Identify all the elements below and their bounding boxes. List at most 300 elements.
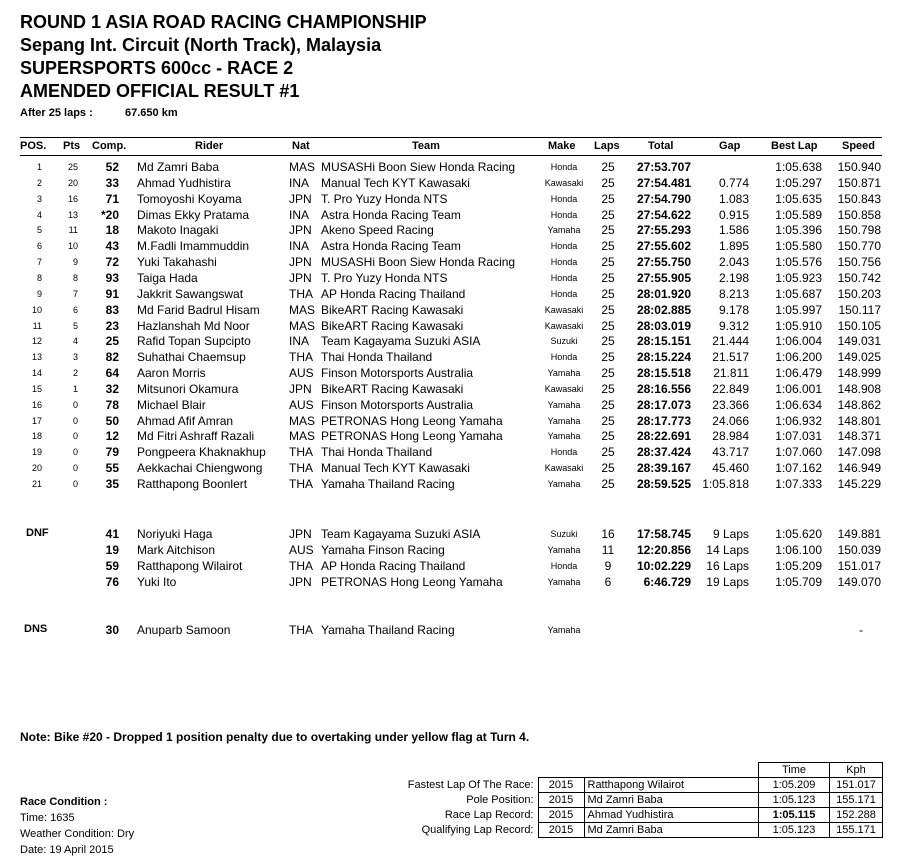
result-rider: Md Zamri Baba: [137, 160, 220, 174]
race-condition-date: Date: 19 April 2015: [20, 844, 114, 856]
header-rule-bottom: [20, 155, 882, 156]
records-row: [388, 778, 883, 793]
result-speed: 148.862: [837, 397, 881, 412]
records-header-row: [388, 763, 883, 778]
record-year: 2015: [538, 808, 584, 823]
dnf-total-time: 12:20.856: [636, 542, 691, 557]
record-rider: Ahmad Yudhistira: [584, 808, 759, 823]
result-gap: 21.517: [712, 350, 749, 365]
result-gap: 0.774: [718, 175, 749, 190]
dnf-laps: 9: [604, 558, 612, 573]
result-nation: JPN: [289, 223, 312, 238]
records-row: [388, 793, 883, 808]
result-number: 23: [105, 318, 119, 333]
dns-rider: Anuparb Samoon: [137, 623, 231, 637]
header-rule-top: [20, 137, 882, 138]
result-laps: 25: [601, 381, 615, 396]
result-best-lap: 1:05.396: [775, 223, 822, 238]
race-title: SUPERSPORTS 600cc - RACE 2: [20, 58, 294, 78]
result-points: 20: [67, 177, 78, 188]
result-position: 18: [31, 431, 42, 442]
dnf-rider: Noriyuki Haga: [137, 527, 213, 541]
result-best-lap: 1:05.910: [775, 318, 822, 333]
result-nation: THA: [289, 350, 313, 365]
dnf-row: [0, 558, 900, 574]
result-team: Team Kagayama Suzuki ASIA: [321, 334, 481, 349]
result-position: 20: [31, 463, 42, 474]
dnf-gap: 16 Laps: [706, 558, 749, 573]
result-make: Yamaha: [547, 225, 581, 236]
records-time-header: Time: [759, 763, 830, 778]
result-best-lap: 1:05.576: [775, 255, 822, 270]
dnf-team: PETRONAS Hong Leong Yamaha: [321, 574, 503, 589]
result-make: Honda: [550, 162, 578, 172]
result-gap: 28.984: [712, 429, 749, 444]
result-nation: JPN: [289, 270, 312, 285]
result-nation: THA: [289, 286, 313, 301]
record-label: Fastest Lap Of The Race:: [407, 779, 534, 791]
result-nation: MAS: [289, 413, 316, 428]
table-row: [0, 207, 900, 223]
result-number: 32: [105, 381, 119, 396]
result-make: Kawasaki: [544, 383, 584, 394]
result-speed: 145.229: [837, 477, 881, 491]
result-laps: 25: [601, 255, 615, 270]
result-best-lap: 1:07.162: [775, 461, 822, 476]
result-total-time: 28:15.224: [636, 350, 691, 365]
record-year: 2015: [538, 823, 584, 838]
result-team: PETRONAS Hong Leong Yamaha: [321, 429, 503, 444]
dnf-laps: 11: [601, 542, 615, 557]
result-team: Finson Motorsports Australia: [321, 397, 474, 412]
result-team: Akeno Speed Racing: [321, 223, 434, 238]
result-position: 5: [36, 225, 42, 236]
result-gap: 23.366: [712, 397, 749, 412]
result-best-lap: 1:05.580: [775, 239, 822, 254]
dnf-number: 76: [105, 574, 119, 589]
table-row: [0, 381, 900, 397]
result-laps: 25: [601, 350, 615, 365]
result-nation: JPN: [289, 255, 312, 270]
result-position: 21: [31, 479, 42, 489]
dnf-total-time: 6:46.729: [643, 574, 691, 589]
result-points: 6: [72, 304, 78, 315]
result-rider: Aaron Morris: [137, 366, 206, 381]
result-rider: Yuki Takahashi: [137, 255, 217, 270]
table-row: [0, 428, 900, 444]
result-nation: MAS: [289, 302, 316, 317]
result-total-time: 28:22.691: [636, 429, 691, 444]
dnf-label: DNF: [26, 527, 49, 539]
result-speed: 150.858: [837, 207, 881, 222]
result-laps: 25: [601, 191, 615, 206]
record-label: Qualifying Lap Record:: [421, 824, 534, 836]
dnf-speed: 150.039: [837, 542, 881, 557]
result-rider: Rafid Topan Supcipto: [137, 334, 251, 349]
result-rider: Aekkachai Chiengwong: [137, 461, 263, 476]
dnf-best-lap: 1:05.620: [775, 527, 822, 541]
result-rider: Md Fitri Ashraff Razali: [137, 429, 255, 444]
table-row: [0, 397, 900, 413]
col-rider: Rider: [195, 140, 224, 152]
race-condition-weather: Weather Condition: Dry: [20, 828, 135, 840]
result-points: 16: [67, 193, 78, 204]
result-team: T. Pro Yuzy Honda NTS: [321, 270, 448, 285]
dnf-number: 19: [105, 542, 119, 557]
dnf-best-lap: 1:05.209: [775, 558, 822, 573]
result-gap: 9.178: [718, 302, 749, 317]
result-make: Honda: [550, 257, 578, 268]
result-points: 2: [72, 368, 78, 379]
result-gap: 21.811: [713, 366, 749, 381]
result-points: 11: [68, 225, 78, 236]
result-points: 0: [72, 463, 78, 474]
result-laps: 25: [601, 302, 615, 317]
result-position: 11: [32, 320, 42, 331]
result-laps: 25: [601, 429, 615, 444]
result-team: BikeART Racing Kawasaki: [321, 302, 464, 317]
result-laps: 25: [601, 223, 615, 238]
dns-row: [0, 622, 900, 638]
result-speed: 149.025: [837, 350, 881, 365]
result-total-time: 27:55.602: [636, 239, 691, 254]
result-points: 13: [67, 209, 78, 220]
result-team: PETRONAS Hong Leong Yamaha: [321, 413, 503, 428]
result-make: Honda: [550, 272, 578, 283]
result-number: 82: [105, 350, 119, 365]
result-number: 43: [105, 239, 119, 254]
result-nation: INA: [289, 334, 310, 349]
result-speed: 150.742: [837, 270, 881, 285]
result-best-lap: 1:05.589: [775, 207, 822, 222]
record-kph: 152.288: [830, 808, 883, 823]
race-condition-time: Time: 1635: [20, 812, 75, 824]
result-nation: JPN: [289, 191, 312, 206]
result-total-time: 28:39.167: [636, 461, 691, 476]
result-best-lap: 1:06.479: [775, 366, 822, 381]
result-nation: THA: [289, 477, 313, 491]
result-laps: 25: [601, 239, 615, 254]
result-speed: 150.940: [837, 160, 881, 174]
result-make: Yamaha: [547, 368, 581, 379]
table-row: [0, 318, 900, 334]
result-best-lap: 1:07.060: [775, 445, 822, 460]
dns-make: Yamaha: [547, 625, 581, 635]
result-total-time: 28:01.920: [636, 286, 691, 301]
result-laps: 25: [601, 160, 615, 174]
table-row: [0, 238, 900, 254]
result-speed: 150.843: [837, 191, 881, 206]
result-laps: 25: [601, 413, 615, 428]
result-laps: 25: [601, 366, 615, 381]
dnf-rider: Mark Aitchison: [137, 542, 216, 557]
result-speed: 150.117: [838, 302, 881, 317]
result-rider: Ahmad Afif Amran: [137, 413, 234, 428]
result-best-lap: 1:06.200: [775, 350, 822, 365]
result-speed: 148.908: [837, 381, 881, 396]
record-label: Pole Position:: [466, 794, 534, 806]
result-position: 13: [31, 352, 42, 363]
record-time: 1:05.115: [759, 808, 830, 823]
dnf-row: [0, 574, 900, 590]
result-rider: Taiga Hada: [137, 270, 198, 285]
result-gap: 1.586: [718, 223, 749, 238]
dnf-nation: THA: [289, 558, 313, 573]
result-total-time: 28:15.151: [636, 334, 691, 349]
result-position: 12: [31, 336, 42, 347]
dns-team: Yamaha Thailand Racing: [321, 623, 455, 637]
result-gap: 9.312: [718, 318, 749, 333]
dnf-gap: 19 Laps: [706, 574, 749, 589]
championship-title: ROUND 1 ASIA ROAD RACING CHAMPIONSHIP: [20, 12, 427, 32]
table-row: [0, 476, 900, 492]
race-distance: 67.650 km: [125, 107, 178, 119]
result-position: 2: [36, 177, 42, 188]
col-laps: Laps: [594, 140, 620, 152]
result-team: Astra Honda Racing Team: [321, 207, 461, 222]
result-gap: 43.717: [712, 445, 749, 460]
table-row: [0, 460, 900, 476]
result-gap: 21.444: [712, 334, 749, 349]
record-time: 1:05.123: [759, 793, 830, 808]
col-gap: Gap: [719, 140, 741, 152]
result-rider: Michael Blair: [137, 397, 206, 412]
result-team: MUSASHi Boon Siew Honda Racing: [321, 255, 516, 270]
result-total-time: 28:17.073: [636, 397, 691, 412]
result-total-time: 28:03.019: [636, 318, 691, 333]
record-label: Race Lap Record:: [444, 809, 534, 821]
records-table: [388, 762, 883, 838]
result-best-lap: 1:05.923: [775, 270, 822, 285]
result-total-time: 28:16.556: [636, 381, 691, 396]
result-title: AMENDED OFFICIAL RESULT #1: [20, 81, 300, 101]
col-best-lap: Best Lap: [771, 140, 818, 152]
record-year: 2015: [538, 778, 584, 793]
dnf-make: Suzuki: [550, 529, 578, 539]
result-position: 8: [36, 272, 42, 283]
dnf-team: AP Honda Racing Thailand: [321, 558, 466, 573]
result-team: Finson Motorsports Australia: [321, 366, 474, 381]
result-make: Kawasaki: [544, 463, 584, 474]
result-team: Thai Honda Thailand: [321, 350, 433, 365]
penalty-note: Note: Bike #20 - Dropped 1 position penalty due to overtaking under yellow flag at Turn 4.: [20, 730, 530, 744]
dnf-row: [0, 542, 900, 558]
col-make: Make: [548, 140, 576, 152]
result-position: 4: [36, 209, 42, 220]
result-points: 10: [67, 241, 78, 252]
result-best-lap: 1:06.634: [775, 397, 822, 412]
result-total-time: 28:02.885: [636, 302, 691, 317]
table-row: [0, 444, 900, 460]
result-team: Astra Honda Racing Team: [321, 239, 461, 254]
result-speed: 148.801: [837, 413, 881, 428]
records-kph-header: Kph: [830, 763, 883, 778]
result-total-time: 28:37.424: [636, 445, 691, 460]
result-points: 0: [72, 447, 78, 458]
result-best-lap: 1:05.297: [775, 175, 822, 190]
result-laps: 25: [601, 207, 615, 222]
col-comp: Comp.: [92, 140, 127, 152]
result-gap: 2.198: [718, 270, 749, 285]
result-nation: AUS: [289, 366, 314, 381]
result-number: 91: [105, 286, 119, 301]
dnf-speed: 149.881: [837, 527, 881, 541]
record-rider: Md Zamri Baba: [584, 823, 759, 838]
result-laps: 25: [601, 461, 615, 476]
result-laps: 25: [601, 445, 615, 460]
result-points: 4: [72, 336, 78, 347]
result-rider: Mitsunori Okamura: [137, 381, 239, 396]
record-rider: Md Zamri Baba: [584, 793, 759, 808]
result-laps: 25: [601, 286, 615, 301]
dnf-gap: 9 Laps: [712, 527, 749, 541]
result-make: Honda: [550, 352, 578, 363]
dnf-make: Yamaha: [547, 576, 581, 587]
dnf-make: Yamaha: [547, 544, 581, 555]
dnf-rider: Ratthapong Wilairot: [137, 558, 243, 573]
result-number: 35: [105, 477, 119, 491]
records-row: [388, 823, 883, 838]
result-total-time: 27:54.481: [636, 175, 691, 190]
result-laps: 25: [601, 397, 615, 412]
result-number: 55: [105, 461, 119, 476]
table-row: [0, 349, 900, 365]
result-gap: 2.043: [718, 255, 749, 270]
result-team: BikeART Racing Kawasaki: [321, 381, 464, 396]
result-total-time: 28:15.518: [636, 366, 691, 381]
dnf-total-time: 10:02.229: [636, 558, 691, 573]
dnf-laps: 16: [601, 527, 615, 541]
col-total: Total: [648, 140, 674, 152]
result-make: Yamaha: [547, 431, 581, 442]
result-number: 50: [105, 413, 119, 428]
col-nat: Nat: [292, 140, 310, 152]
col-pts: Pts: [63, 140, 81, 152]
result-best-lap: 1:07.031: [775, 429, 822, 444]
result-nation: AUS: [289, 397, 314, 412]
result-rider: Suhathai Chaemsup: [137, 350, 246, 365]
result-speed: 150.203: [837, 286, 881, 301]
table-row: [0, 175, 900, 191]
result-best-lap: 1:07.333: [775, 477, 822, 491]
result-rider: Jakkrit Sawangswat: [137, 286, 244, 301]
result-number: 25: [105, 334, 119, 349]
result-best-lap: 1:05.635: [775, 191, 822, 206]
result-team: AP Honda Racing Thailand: [321, 286, 466, 301]
result-number: 12: [105, 429, 119, 444]
result-team: BikeART Racing Kawasaki: [321, 318, 464, 333]
dns-speed: -: [859, 623, 863, 637]
result-gap: 1.895: [718, 239, 749, 254]
table-row: [0, 254, 900, 270]
table-row: [0, 333, 900, 349]
result-number: 79: [105, 445, 119, 460]
result-speed: 146.949: [837, 461, 881, 476]
result-team: Thai Honda Thailand: [321, 445, 433, 460]
circuit-title: Sepang Int. Circuit (North Track), Malaysia: [20, 35, 382, 55]
result-nation: MAS: [289, 318, 316, 333]
result-make: Honda: [550, 241, 578, 252]
result-position: 15: [31, 383, 42, 394]
col-team: Team: [412, 140, 440, 152]
race-condition-title: Race Condition :: [20, 796, 108, 808]
result-points: 1: [72, 383, 78, 394]
dnf-best-lap: 1:05.709: [775, 574, 822, 589]
result-nation: INA: [289, 207, 310, 222]
result-make: Yamaha: [547, 399, 581, 410]
result-speed: 149.031: [837, 334, 881, 349]
result-total-time: 27:54.622: [636, 207, 691, 222]
result-make: Honda: [550, 209, 578, 220]
result-points: 25: [67, 162, 78, 172]
result-position: 1: [36, 162, 42, 172]
result-speed: 148.999: [837, 366, 881, 381]
table-row: [0, 302, 900, 318]
result-position: 7: [36, 257, 42, 268]
result-speed: 148.371: [837, 429, 881, 444]
result-nation: THA: [289, 461, 313, 476]
dnf-speed: 149.070: [837, 574, 881, 589]
result-points: 9: [72, 257, 78, 268]
result-position: 10: [31, 304, 42, 315]
result-number: 64: [105, 366, 119, 381]
result-number: 71: [105, 191, 119, 206]
dns-nation: THA: [289, 623, 313, 637]
record-kph: 155.171: [830, 793, 883, 808]
dns-label: DNS: [24, 623, 48, 635]
record-kph: 155.171: [830, 823, 883, 838]
result-position: 17: [31, 415, 42, 426]
result-number: 52: [105, 160, 119, 174]
dnf-rider: Yuki Ito: [137, 574, 177, 589]
dnf-total-time: 17:58.745: [636, 527, 691, 541]
result-points: 0: [72, 399, 78, 410]
result-nation: INA: [289, 175, 310, 190]
result-gap: 24.066: [712, 413, 749, 428]
result-points: 5: [72, 320, 78, 331]
table-row: [0, 413, 900, 429]
result-best-lap: 1:05.997: [775, 302, 822, 317]
result-best-lap: 1:05.638: [775, 160, 822, 174]
result-total-time: 27:55.293: [636, 223, 691, 238]
result-speed: 150.798: [837, 223, 881, 238]
result-rider: Makoto Inagaki: [137, 223, 219, 238]
result-make: Kawasaki: [544, 304, 584, 315]
result-points: 0: [72, 415, 78, 426]
result-position: 19: [31, 447, 42, 458]
result-number: 78: [105, 397, 119, 412]
result-rider: Ahmad Yudhistira: [137, 175, 231, 190]
result-nation: MAS: [289, 429, 316, 444]
table-row: [0, 365, 900, 381]
result-gap: 1:05.818: [702, 477, 749, 491]
result-make: Kawasaki: [544, 177, 584, 188]
result-gap: 45.460: [712, 461, 749, 476]
result-speed: 150.105: [837, 318, 881, 333]
race-distance-line: [20, 107, 178, 119]
result-best-lap: 1:06.004: [775, 334, 822, 349]
result-team: MUSASHi Boon Siew Honda Racing: [321, 160, 516, 174]
result-laps: 25: [601, 175, 615, 190]
result-total-time: 27:53.707: [636, 160, 691, 174]
after-laps-label: After 25 laps :: [20, 107, 93, 119]
result-laps: 25: [601, 477, 615, 491]
record-rider: Ratthapong Wilairot: [584, 778, 759, 793]
result-speed: 147.098: [837, 445, 881, 460]
table-row: [0, 286, 900, 302]
result-laps: 25: [601, 334, 615, 349]
result-best-lap: 1:05.687: [775, 286, 822, 301]
